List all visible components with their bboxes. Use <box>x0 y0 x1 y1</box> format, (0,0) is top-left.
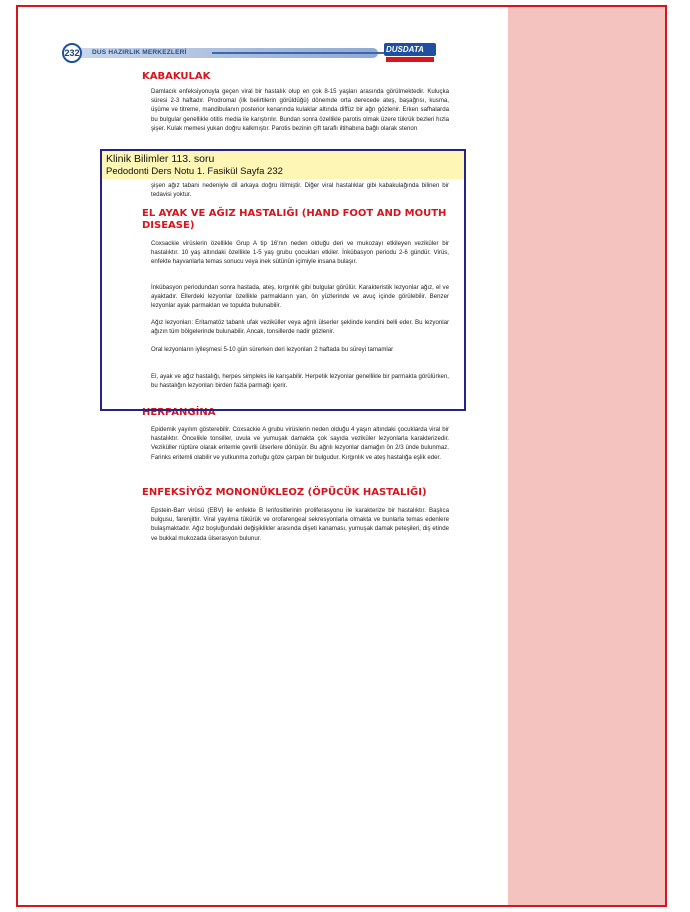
annotation-question-ref: Klinik Bilimler 113. soru <box>106 153 215 165</box>
el-ayak-paragraph-3: Ağız lezyonları: Eritamatöz tabanlı ufak veziküller veya ağrılı ülserler şeklinde kendini belli eder. Bu lezyonlar ağızın tüm bölgelerinde bulunabilir. Ancak, tonsillerde nadir gözlenir. <box>151 319 449 336</box>
annotation-box <box>100 149 466 411</box>
el-ayak-paragraph-2: İnkübasyon periodundan sonra hastada, ateş, kırgınlık gibi bulgular görülür. Karakteristik lezyonlar ağız, el ve ayaktadır. Ellerdeki lezyonlar özellikle parmakların yan, ön yüzlerinde ve avuç içinde görülebilir. Benzer lezyonlar ayak parmakları ve topukta bulunabilir. <box>151 284 449 310</box>
kabakulak-paragraph-tail: şişen ağız tabanı nedeniyle dil arkaya doğru itilmiştir. Diğer viral hastalıklar gibi kabakulağında bilinen bir tedavisi yoktur. <box>151 182 449 199</box>
el-ayak-paragraph-5: El, ayak ve ağız hastalığı, herpes simpleks ile karışabilir. Herpetik lezyonlar genellikle bir parmakta görülürken, bu hastalığın lezyonları birden fazla parmağı içerir. <box>151 373 449 390</box>
header-rule <box>212 52 387 54</box>
kabakulak-paragraph: Damlacık enfeksiyonuyla geçen viral bir hastalık olup en çok 8-15 yaşları arasında görülmektedir. Kuluçka süresi 2-3 haftadır. Prodromal (ilk belirtilerin görüldüğü) dönemde orta derecede ateş, başağrısı, kusma, üşüme ve titreme, mandibulanın posterior kenarında kulaklar altında diffüz bir ağrı gözlenir. Erken safhalarda bu bulgular genellikle otitis media ile karıştırılır. Bundan sonra özellikle parotis olmak üzere tükrük bezleri hızla şişer. Kulak memesi yukarı doğru kalkmıştır. Parotis bezinin çift taraflı iltihabına bağlı olarak stenon <box>151 88 449 132</box>
logo-text: DUSDATA <box>386 45 424 54</box>
section-title-herpangina: HERPANGİNA <box>142 407 216 418</box>
el-ayak-paragraph-1: Coxsackie virüslerin özellikle Grup A tip 16'nın neden olduğu deri ve mukozayı etkileyen veziküler bir hastalıktır. 10 yaş altındaki özellikle 1-5 yaş grubu çocukları etkiler. İnkübasyon periodu 2-6 gündür. Virüs, enfekte hayvanlarla temas sonucu veya inek sütünün içimiyle insana bulaşır. <box>151 240 449 266</box>
header-title: DUS HAZIRLIK MERKEZLERİ <box>92 49 187 56</box>
herpangina-paragraph: Epidemik yayılım gösterebilir. Coxsackie A grubu virüslerin neden olduğu 4 yaşın altındaki çocuklarda viral bir hastalıktır. Öncelikle tonsiller, uvula ve yumuşak damakta çok sayıda veziküler lezyonlarla karakterizedir. Veziküller rüptüre olarak eritemle çevrili ülserlere dönüşür. Bu ağrılı lezyonlar damağın ön 2/3 ünde bulunmaz. Farinks eritemli olabilir ve yutkunma zorluğu göze çarpan bir bulgudur. Kırgınlık ve ateş hastalığa eşlik eder. <box>151 426 449 461</box>
mononukleoz-paragraph: Epstein-Barr virüsü (EBV) ile enfekte B lenfositlerinin proliferasyonu ile karakterize bir hastalıktır. Başlıca bulgusu, farenjittir. Viral yayılma tükürük ve orofarengeal sekresyonlarla olmakta ve bunlarla temas edenlere bulaşmaktadır. Ağız boşluğundaki değişiklikler arasında dişeti kanaması, yumuşak damak peteşileri, diş etinde ve bukkal mukozada ülserasyon bulunur. <box>151 507 449 542</box>
page-number: 232 <box>62 43 82 63</box>
el-ayak-paragraph-4: Oral lezyonların iyileşmesi 5-10 gün sürerken deri lezyonları 2 haftada bu süreyi tamamlar <box>151 346 394 353</box>
section-title-el-ayak-line2: DISEASE) <box>142 220 195 231</box>
section-title-mononukleoz: ENFEKSİYÖZ MONONÜKLEOZ (ÖPÜCÜK HASTALIĞI) <box>142 487 427 498</box>
side-margin <box>508 7 667 905</box>
dusdata-logo <box>384 41 436 65</box>
document-page <box>18 7 508 905</box>
annotation-source-ref: Pedodonti Ders Notu 1. Fasikül Sayfa 232 <box>106 166 283 177</box>
section-title-el-ayak-line1: EL AYAK VE AĞIZ HASTALIĞI (HAND FOOT AND MOUTH <box>142 208 447 219</box>
logo-tagline-bar <box>386 57 434 62</box>
page-frame <box>16 5 667 907</box>
page-header <box>62 43 442 63</box>
section-title-kabakulak: KABAKULAK <box>142 71 211 82</box>
